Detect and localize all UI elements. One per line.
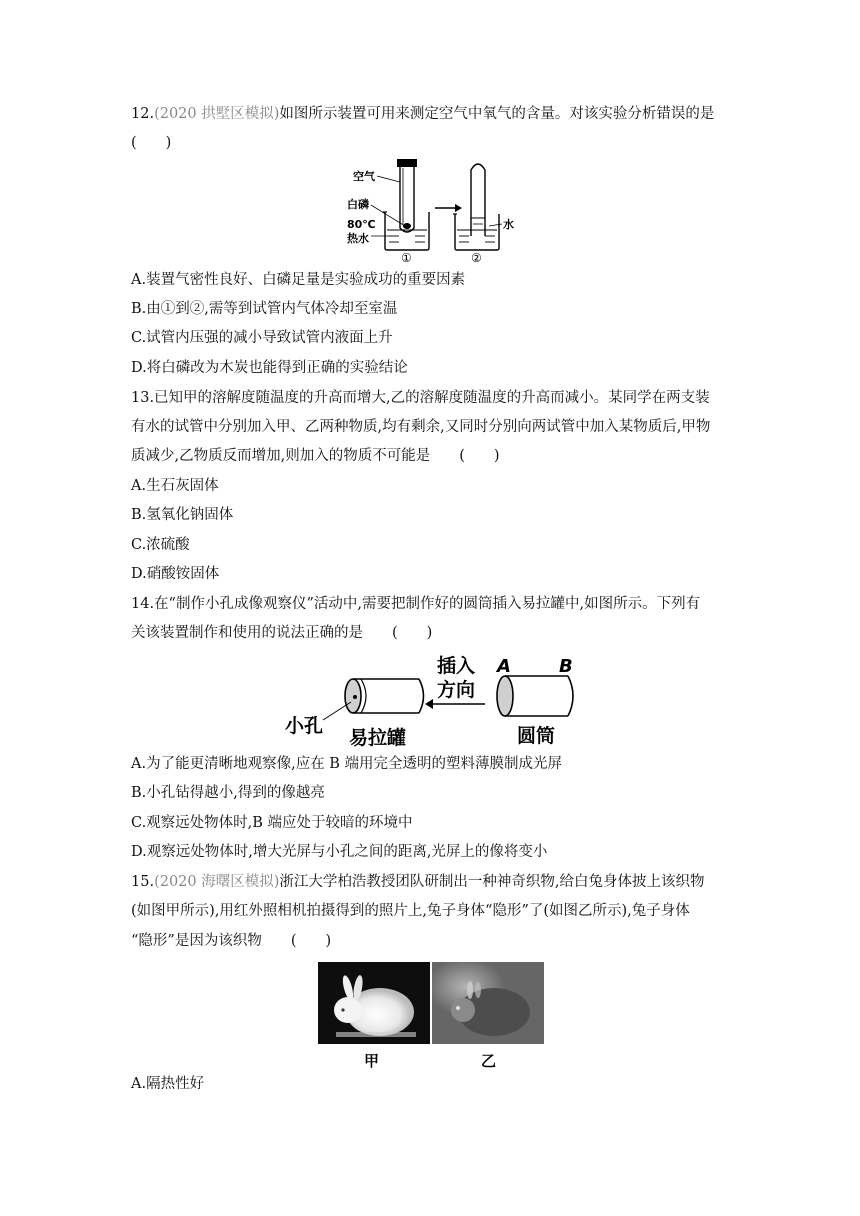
q12-stem-line1 bbox=[131, 104, 714, 124]
label-yi: 乙 bbox=[481, 1052, 497, 1070]
label-can: 易拉罐 bbox=[349, 727, 407, 749]
test-tube-1 bbox=[400, 164, 414, 232]
label-hot-water: 热水 bbox=[347, 232, 369, 245]
q14-option-d: D.观察远处物体时,增大光屏与小孔之间的距离,光屏上的像将变小 bbox=[131, 844, 548, 860]
label-temperature: 80℃ bbox=[347, 218, 376, 231]
label-phosphorus: 白磷 bbox=[347, 198, 369, 211]
pinhole bbox=[353, 695, 357, 699]
q12-answer-bracket: ( ) bbox=[131, 135, 172, 151]
q13-stem-line3: 质减少,乙物质反而增加,则加入的物质不可能是 ( ) bbox=[131, 448, 500, 464]
rabbit-head-jia bbox=[334, 997, 362, 1023]
label-b: B bbox=[559, 656, 573, 677]
q15-number: 15. bbox=[131, 874, 155, 890]
stopper bbox=[397, 159, 417, 167]
q13-option-b: B.氢氧化钠固体 bbox=[131, 507, 234, 523]
label-water: 水 bbox=[503, 218, 514, 231]
q13-option-d: D.硝酸铵固体 bbox=[131, 566, 220, 582]
q14-stem-line2: 关该装置制作和使用的说法正确的是 ( ) bbox=[131, 625, 433, 641]
q12-source: (2020 拱墅区模拟) bbox=[154, 106, 280, 122]
label-insert: 插入 bbox=[437, 655, 476, 677]
q12-option-c: C.试管内压强的减小导致试管内液面上升 bbox=[131, 330, 393, 346]
label-air: 空气 bbox=[353, 170, 375, 183]
label-1: ① bbox=[401, 251, 412, 262]
q15-stem-text: 浙江大学柏浩教授团队研制出一种神奇织物,给白兔身体披上该织物 bbox=[279, 874, 705, 890]
q15-rabbit-photos bbox=[318, 960, 544, 1070]
q12-option-d: D.将白磷改为木炭也能得到正确的实验结论 bbox=[131, 360, 408, 376]
white-phosphorus bbox=[403, 223, 411, 229]
q12-option-b: B.由①到②,需等到试管内气体冷却至室温 bbox=[131, 301, 398, 317]
q14-option-a: A.为了能更清晰地观察像,应在 B 端用完全透明的塑料薄膜制成光屏 bbox=[131, 756, 563, 772]
label-jia: 甲 bbox=[364, 1052, 380, 1070]
q12-number: 12. bbox=[131, 106, 155, 122]
label-tube: 圆筒 bbox=[517, 725, 556, 747]
q13-stem-line1: 13.已知甲的溶解度随温度的升高而增大,乙的溶解度随温度的升高而减小。某同学在两支装 bbox=[131, 390, 710, 406]
rabbit-head-yi bbox=[451, 998, 475, 1022]
test-tube-2 bbox=[471, 164, 485, 236]
q15-option-a: A.隔热性好 bbox=[131, 1076, 205, 1092]
q12-apparatus-figure bbox=[345, 156, 520, 262]
q15-stem-line3: “隐形”是因为该织物 ( ) bbox=[131, 933, 332, 949]
q14-option-c: C.观察远处物体时,B 端应处于较暗的环境中 bbox=[131, 815, 413, 831]
q13-stem-line2: 有水的试管中分别加入甲、乙两种物质,均有剩余,又同时分别向两试管中加入某物质后,甲物 bbox=[131, 419, 711, 435]
can-end bbox=[345, 679, 361, 713]
label-2: ② bbox=[471, 251, 482, 262]
q15-source: (2020 海曙区模拟) bbox=[154, 874, 280, 890]
beaker-2 bbox=[455, 214, 499, 250]
q15-stem-line2: (如图甲所示),用红外照相机拍摄得到的照片上,兔子身体“隐形”了(如图乙所示),兔子身体 bbox=[131, 903, 690, 919]
q13-option-c: C.浓硫酸 bbox=[131, 537, 190, 553]
q14-option-b: B.小孔钻得越小,得到的像越亮 bbox=[131, 785, 325, 801]
q15-stem-line1 bbox=[131, 872, 705, 892]
q12-option-a: A.装置气密性良好、白磷足量是实验成功的重要因素 bbox=[131, 272, 466, 288]
q14-pinhole-figure bbox=[283, 652, 578, 750]
q13-option-a: A.生石灰固体 bbox=[131, 478, 219, 494]
label-hole: 小孔 bbox=[285, 715, 324, 737]
label-direction: 方向 bbox=[437, 679, 476, 701]
tube-end-b bbox=[568, 676, 573, 716]
tube-end-a bbox=[497, 676, 513, 716]
label-a: A bbox=[497, 656, 511, 677]
q14-stem-line1: 14.在“制作小孔成像观察仪”活动中,需要把制作好的圆筒插入易拉罐中,如图所示。下列有 bbox=[131, 596, 701, 612]
q12-stem-text: 如图所示装置可用来测定空气中氧气的含量。对该实验分析错误的是 bbox=[279, 106, 715, 122]
